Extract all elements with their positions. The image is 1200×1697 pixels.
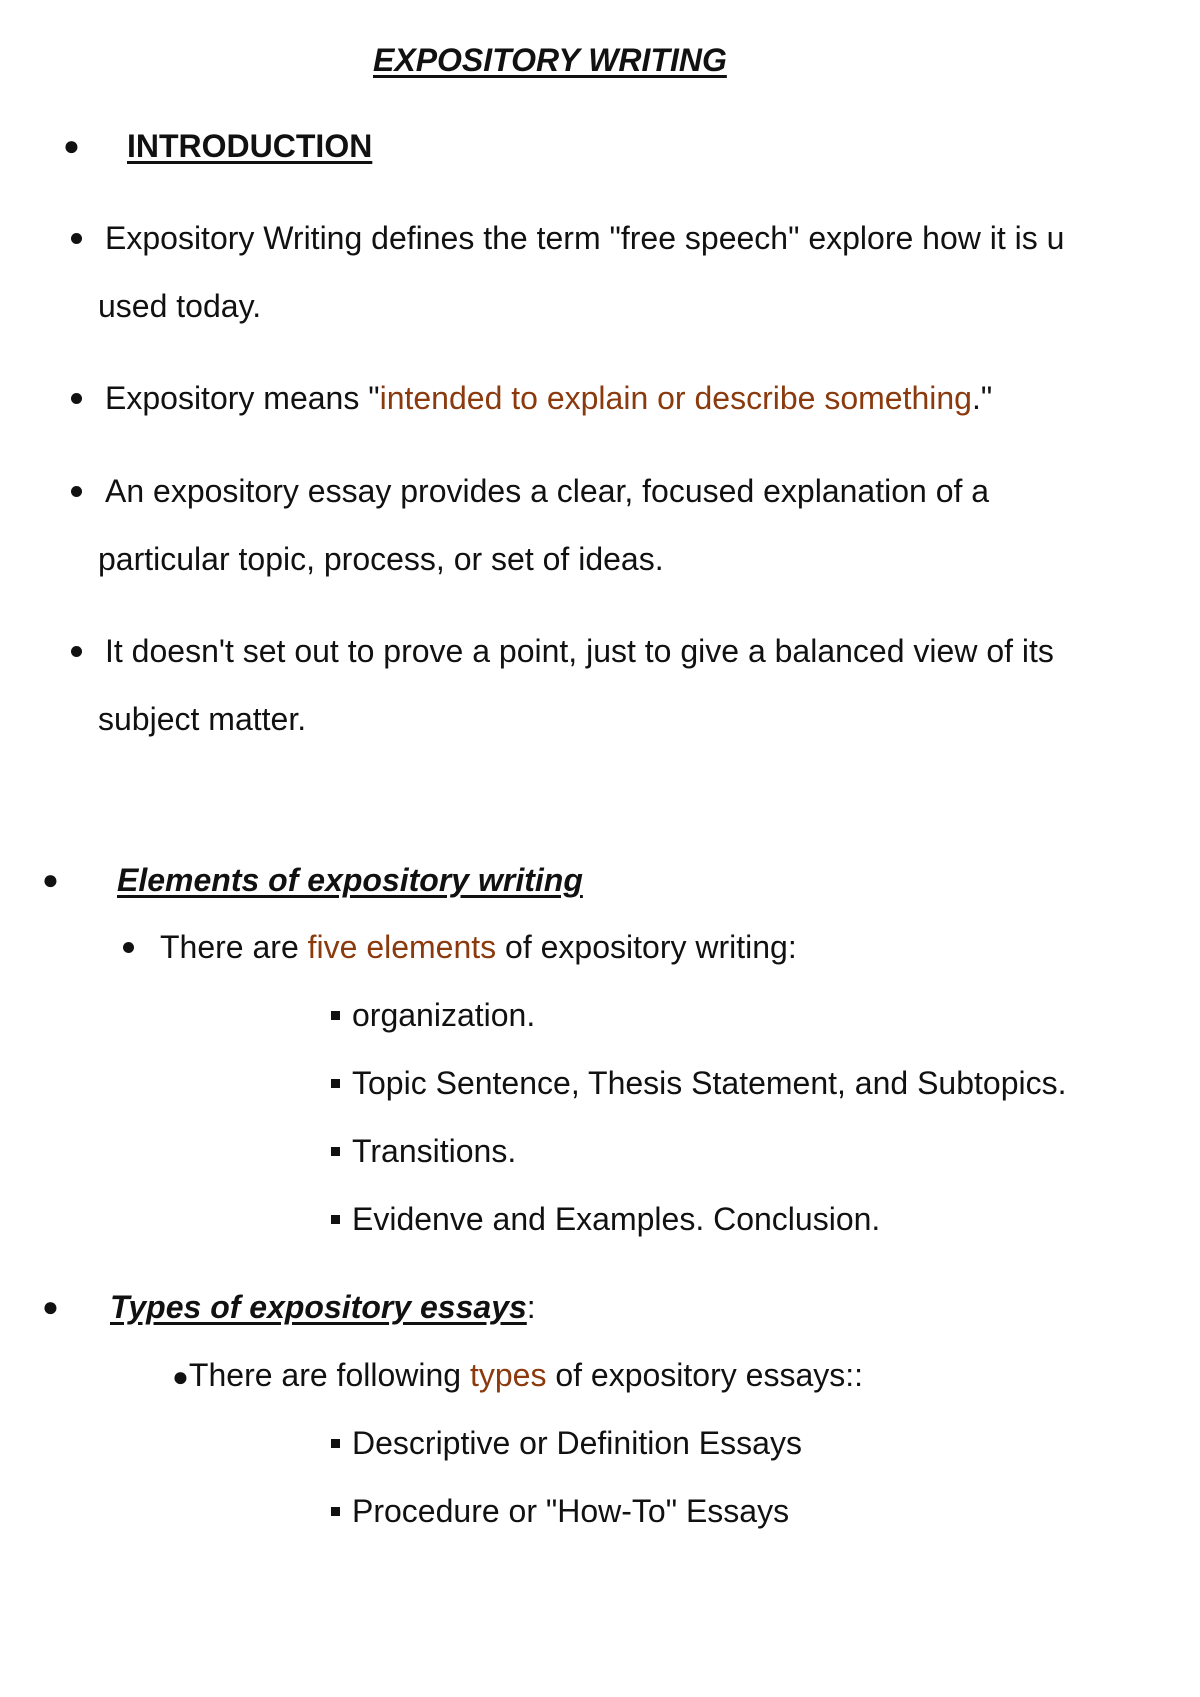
types-item-1: Descriptive or Definition Essays <box>352 1425 802 1461</box>
square-bullet <box>331 1147 340 1156</box>
bullet-dot <box>71 646 82 657</box>
types-intro-dot: ● <box>172 1361 189 1392</box>
intro-bullet-4-line1: It doesn't set out to prove a point, just to give a balanced view of its <box>105 633 1054 669</box>
square-bullet <box>331 1215 340 1224</box>
elements-intro-highlight: five elements <box>307 929 497 965</box>
elements-intro-before: There are <box>160 929 308 965</box>
types-intro-highlight: types <box>469 1357 547 1393</box>
elements-intro-after: of expository writing: <box>496 929 797 965</box>
intro-bullet-2-before: Expository means " <box>105 380 380 416</box>
bullet-dot <box>71 233 82 244</box>
types-intro <box>172 1355 863 1397</box>
square-bullet <box>331 1507 340 1516</box>
elements-item-3: Transitions. <box>352 1133 517 1169</box>
elements-heading: Elements of expository writing <box>117 862 583 898</box>
square-bullet <box>331 1439 340 1448</box>
intro-bullet-4-line2: subject matter. <box>98 701 307 737</box>
intro-bullet-2-highlight: intended to explain or describe something <box>379 380 972 416</box>
intro-bullet-2-after: ." <box>971 380 993 416</box>
heading-bullet: ● <box>63 130 80 161</box>
introduction-heading: INTRODUCTION <box>127 128 373 164</box>
types-heading-line <box>110 1287 536 1327</box>
square-bullet <box>331 1011 340 1020</box>
intro-bullet-1-line2: used today. <box>98 288 262 324</box>
heading-bullet: ● <box>42 864 59 895</box>
elements-item-1: organization. <box>352 997 536 1033</box>
elements-intro <box>160 927 797 967</box>
intro-bullet-3-line2: particular topic, process, or set of ideas. <box>98 541 664 577</box>
bullet-dot <box>123 942 134 953</box>
intro-bullet-2 <box>105 378 992 418</box>
square-bullet <box>331 1079 340 1088</box>
heading-bullet: ● <box>42 1291 59 1322</box>
intro-bullet-1-line1: Expository Writing defines the term "free speech" explore how it is u <box>105 220 1065 256</box>
types-intro-before: There are following <box>188 1357 470 1393</box>
types-heading-suffix: : <box>526 1289 536 1325</box>
intro-bullet-3-line1: An expository essay provides a clear, focused explanation of a <box>105 473 990 509</box>
types-heading: Types of expository essays <box>110 1289 527 1325</box>
bullet-dot <box>71 486 82 497</box>
document-title: EXPOSITORY WRITING <box>373 42 727 78</box>
elements-item-2: Topic Sentence, Thesis Statement, and Subtopics. <box>352 1065 1067 1101</box>
bullet-dot <box>71 393 82 404</box>
elements-item-4: Evidenve and Examples. Conclusion. <box>352 1201 881 1237</box>
types-item-2: Procedure or "How-To" Essays <box>352 1493 790 1529</box>
types-intro-after: of expository essays:: <box>546 1357 864 1393</box>
